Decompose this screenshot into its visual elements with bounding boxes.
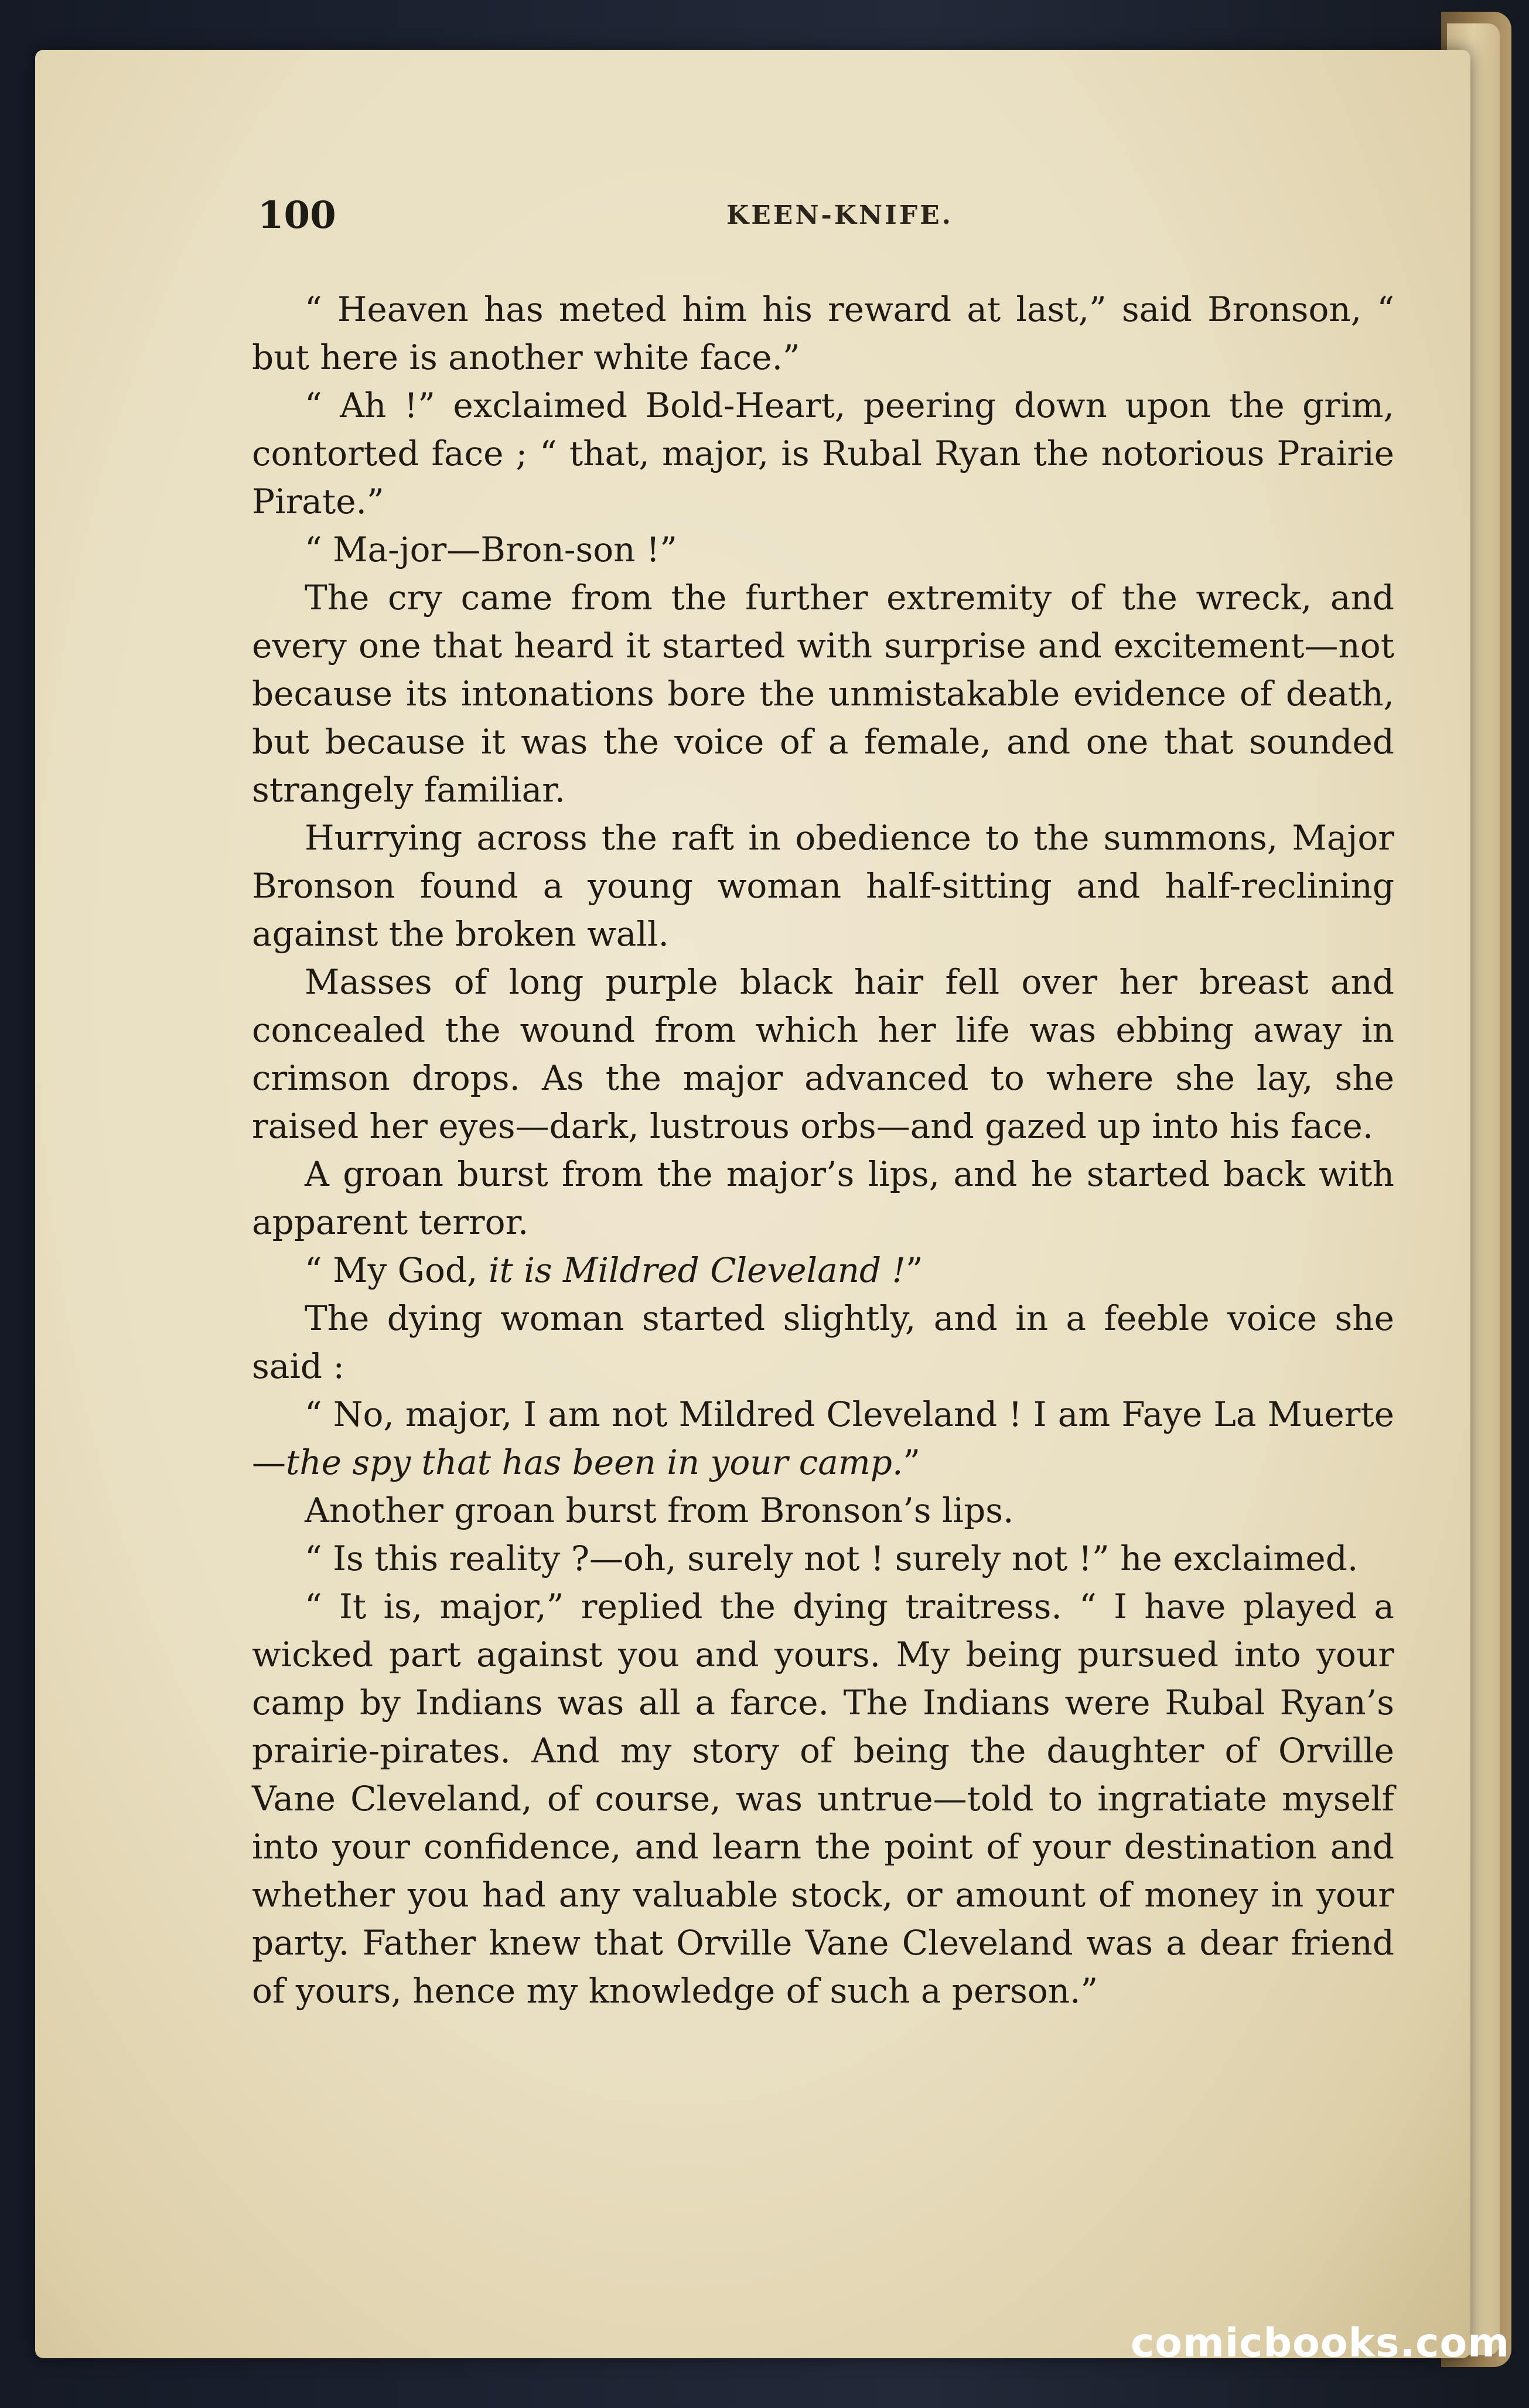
- paragraph: Hurrying across the raft in obedience to the summons, Major Bronson found a young woman half-sitting and half-reclining against the broken wall.: [252, 818, 1394, 954]
- paragraph: The dying woman started slightly, and in a feeble voice she said :: [252, 1298, 1394, 1386]
- page-number: 100: [258, 193, 336, 237]
- page-header: [258, 193, 1400, 246]
- paragraph: “ Ah !” exclaimed Bold-Heart, peering down upon the grim, contorted face ; “ that, major, is Rubal Ryan the notorious Prairie Pirate.”: [252, 386, 1394, 521]
- paragraph: Masses of long purple black hair fell over her breast and concealed the wound from which her life was ebbing away in crimson drops. As the major advanced to where she lay, she raised her eyes—dark, lustrous orbs—and gazed up into his face.: [252, 962, 1394, 1146]
- paragraph: “ Ma-jor—Bron-son !”: [305, 530, 677, 569]
- paragraph: “ Is this reality ?—oh, surely not ! surely not !” he exclaimed.: [305, 1539, 1359, 1578]
- paragraph-exclamation: [252, 1246, 1394, 1294]
- running-head: KEEN-KNIFE.: [726, 200, 953, 230]
- body-text: [252, 285, 1394, 2015]
- watermark: comicbooks.com: [1131, 2320, 1510, 2366]
- text-run: ”: [905, 1250, 923, 1290]
- text-run: ”: [903, 1442, 921, 1482]
- italic-text: it is Mildred Cleveland !: [488, 1250, 906, 1290]
- paragraph: “ It is, major,” replied the dying traitress. “ I have played a wicked part against you and yours. My being pursued into your camp by Indians was all a farce. The Indians were Rubal Ryan’s prairie-pirates. And my story of being the daughter of Orville Vane Cleveland, of course, was untrue—told to ingratiate myself into your confidence, and learn the point of your destination and whether you had any valuable stock, or amount of money in your party. Father knew that Orville Vane Cleveland was a dear friend of yours, hence my knowledge of such a person.”: [252, 1587, 1394, 2011]
- text-run: “ My God,: [305, 1250, 489, 1290]
- paragraph: The cry came from the further extremity of the wreck, and every one that heard it started with surprise and excitement—not because its intonations bore the unmistakable evidence of death, but because it was the voice of a female, and one that sounded strangely familiar.: [252, 578, 1394, 810]
- text-run: “ No, major, I am not Mildred Cleveland ! I am Faye La Muerte—: [252, 1394, 1394, 1482]
- paragraph: Another groan burst from Bronson’s lips.: [305, 1490, 1014, 1530]
- paragraph: A groan burst from the major’s lips, and he started back with apparent terror.: [252, 1154, 1394, 1242]
- paragraph: “ Heaven has meted him his reward at last,” said Bronson, “ but here is another white face.”: [252, 289, 1394, 377]
- italic-text: the spy that has been in your camp.: [286, 1442, 903, 1482]
- paragraph-confession: [252, 1390, 1394, 1486]
